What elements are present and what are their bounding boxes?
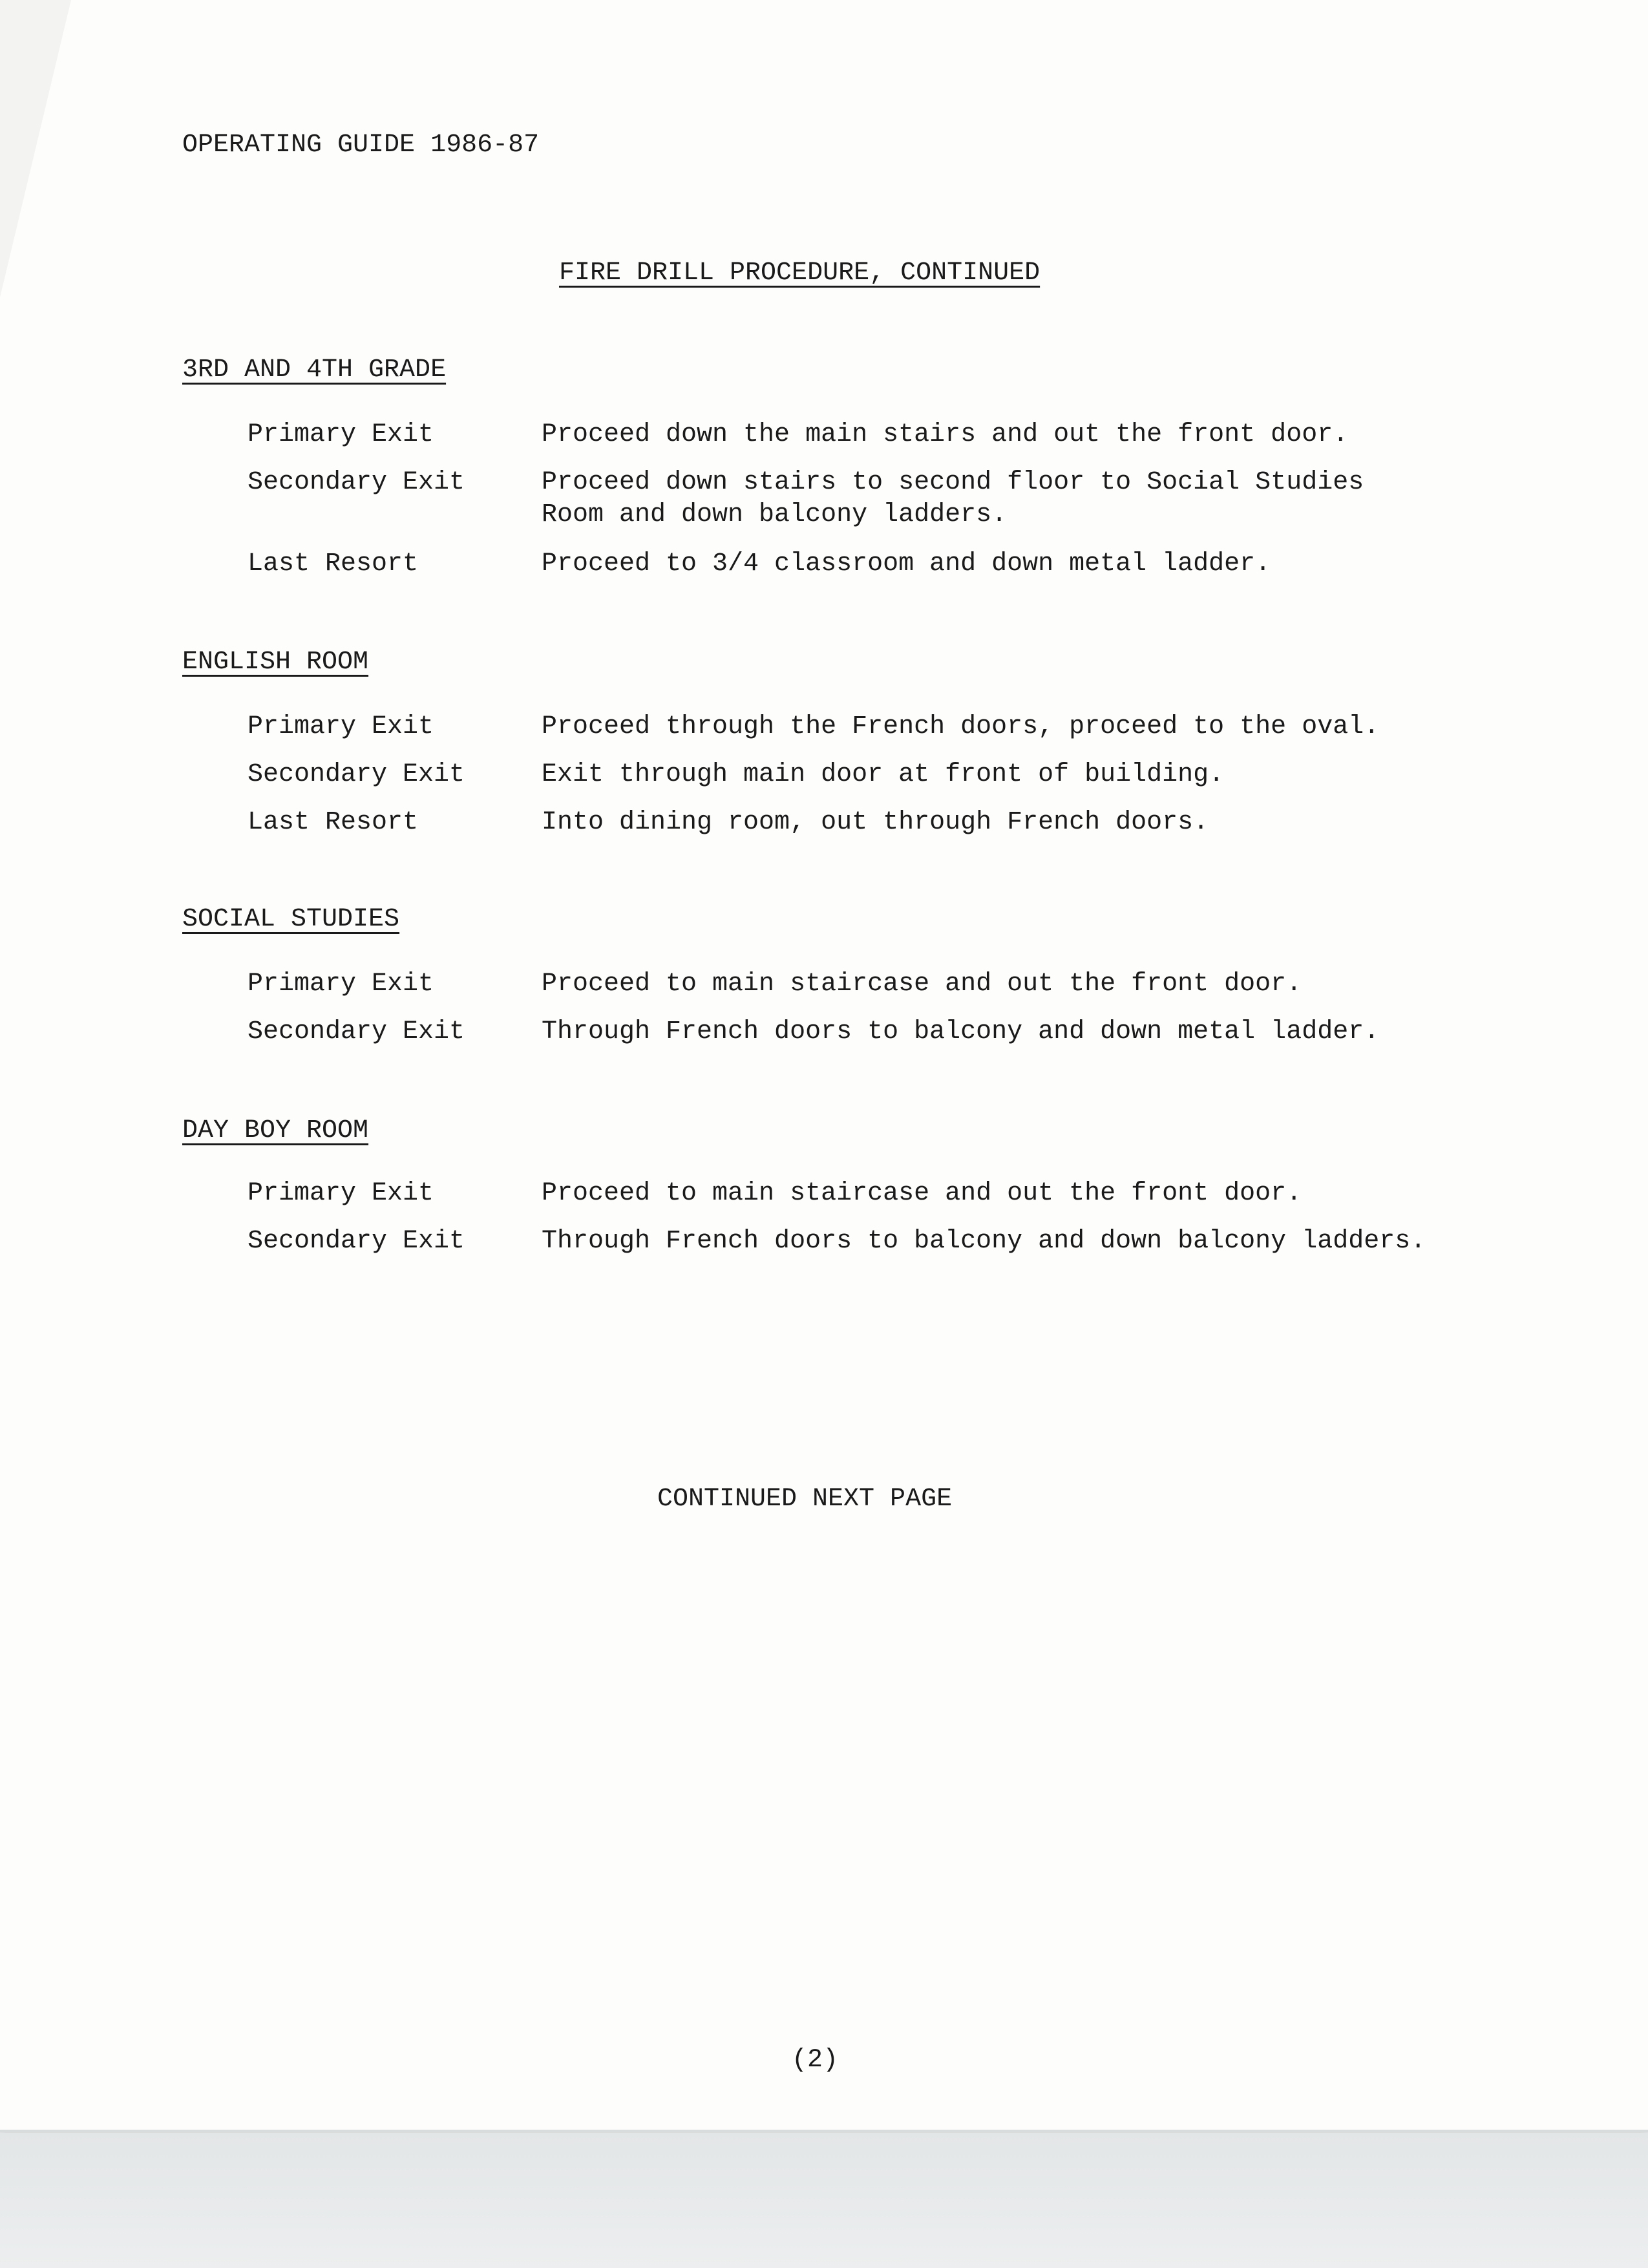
exit-description: Through French doors to balcony and down balcony ladders. [542,1227,1426,1256]
exit-description: Into dining room, out through French doors. [542,808,1209,837]
scan-background [0,2133,1648,2268]
exit-description: Exit through main door at front of building. [542,760,1225,789]
section-title-english-room: ENGLISH ROOM [182,648,369,677]
exit-description: Proceed through the French doors, proceed to the oval. [542,712,1380,741]
page-curl [0,0,71,297]
exit-label: Secondary Exit [248,1017,465,1046]
exit-description: Proceed down stairs to second floor to Social Studies [542,468,1364,497]
exit-description-continued: Room and down balcony ladders. [542,500,1008,529]
continued-next-page-note: CONTINUED NEXT PAGE [657,1485,953,1514]
page-heading: FIRE DRILL PROCEDURE, CONTINUED [559,259,1041,288]
section-title-day-boy-room: DAY BOY ROOM [182,1116,369,1145]
exit-label: Last Resort [248,549,419,578]
exit-label: Secondary Exit [248,468,465,497]
exit-label: Secondary Exit [248,1227,465,1256]
exit-label: Last Resort [248,808,419,837]
exit-label: Primary Exit [248,1179,434,1208]
exit-description: Proceed down the main stairs and out the front door. [542,420,1349,449]
page-number: (2) [792,2046,839,2075]
exit-description: Proceed to 3/4 classroom and down metal ladder. [542,549,1271,578]
exit-description: Through French doors to balcony and down metal ladder. [542,1017,1380,1046]
exit-label: Secondary Exit [248,760,465,789]
section-title-3rd-4th-grade: 3RD AND 4TH GRADE [182,355,447,385]
exit-label: Primary Exit [248,712,434,741]
exit-label: Primary Exit [248,420,434,449]
exit-description: Proceed to main staircase and out the front door. [542,1179,1302,1208]
exit-label: Primary Exit [248,970,434,999]
guide-title: OPERATING GUIDE 1986-87 [182,131,540,160]
section-title-social-studies: SOCIAL STUDIES [182,905,400,934]
exit-description: Proceed to main staircase and out the front door. [542,970,1302,999]
